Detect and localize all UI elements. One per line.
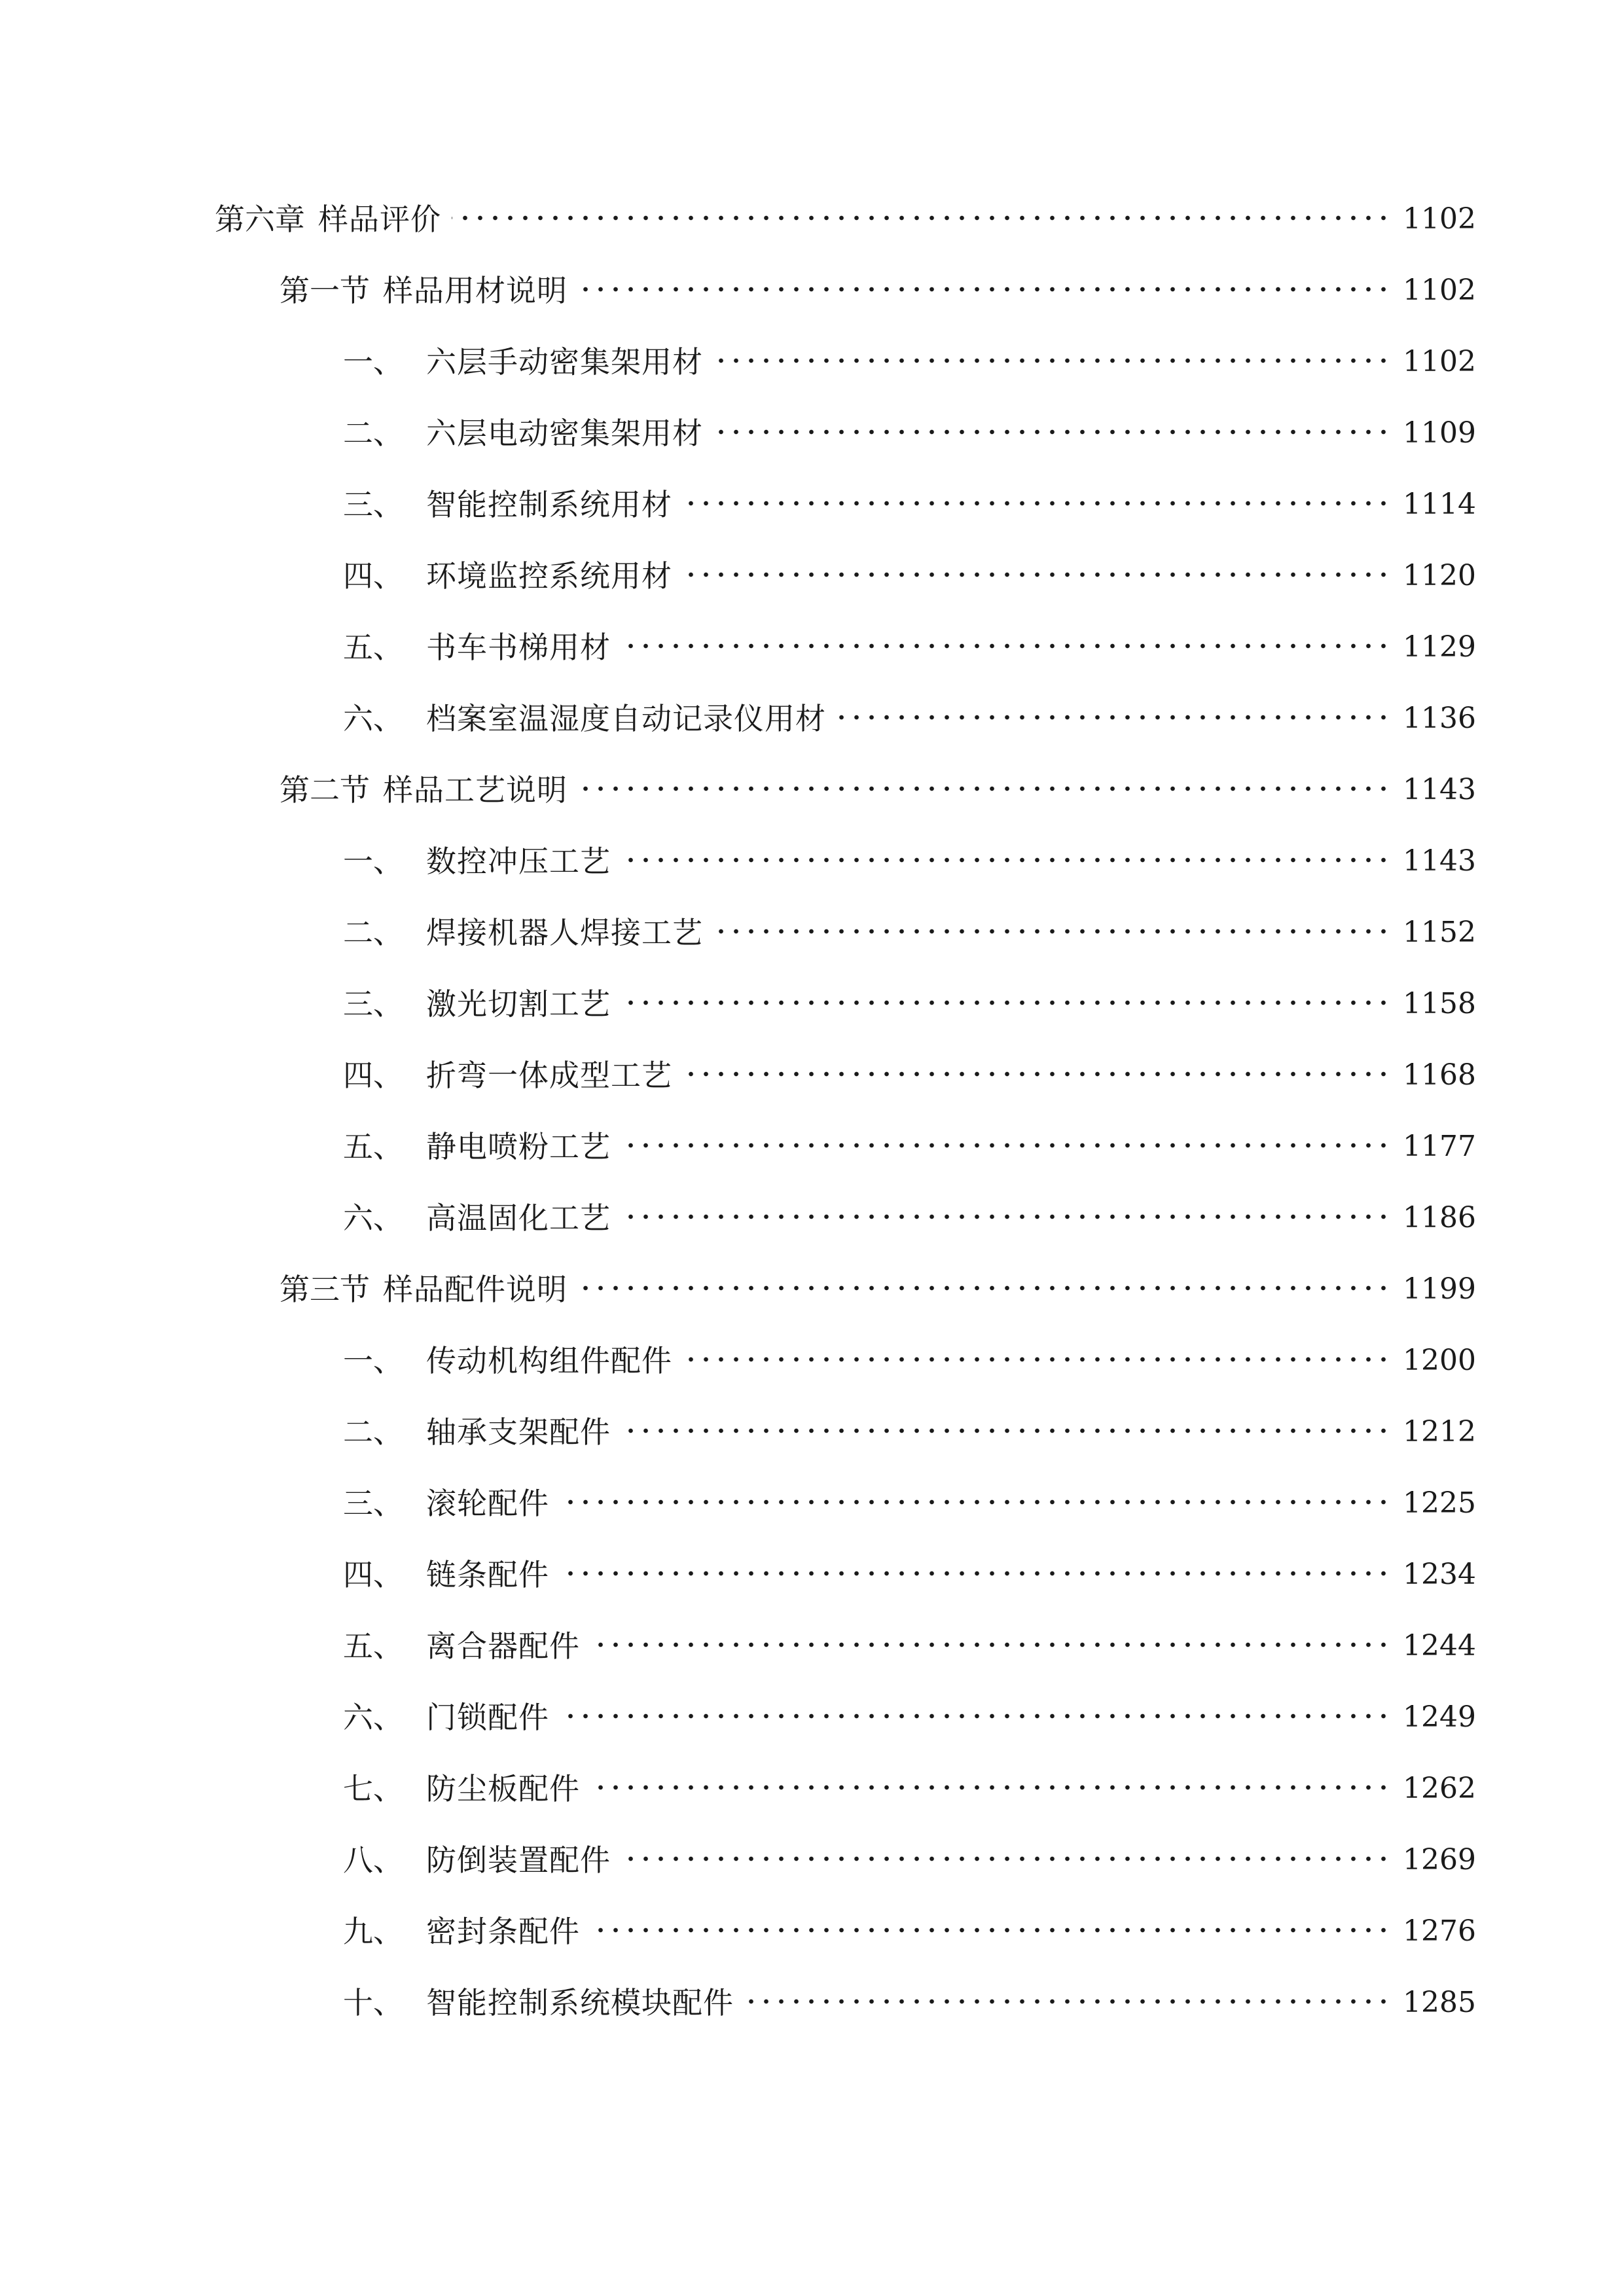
toc-entry-subsection[interactable] [343,906,1476,959]
toc-entry-page-number: 1102 [1403,345,1476,378]
toc-entry-number: 二、 [343,416,403,451]
toc-line [0,407,1624,459]
toc-entry-title: 防尘板配件 [426,1771,580,1806]
toc-dot-leader [590,1631,1391,1661]
toc-entry-page-number: 1269 [1403,1843,1476,1876]
toc-entry-section[interactable] [280,764,1476,816]
toc-entry-number: 六、 [343,1200,403,1236]
toc-line [0,336,1624,388]
toc-entry-number: 六、 [343,701,403,736]
toc-entry-subsection[interactable] [343,1905,1476,1958]
toc-entry-page-number: 1249 [1403,1700,1476,1734]
toc-entry-number: 第六章 [215,202,305,237]
toc-dot-leader [578,1274,1391,1304]
toc-entry-page-number: 1143 [1403,844,1476,878]
toc-line [0,1406,1624,1458]
toc-entry-subsection[interactable] [343,1335,1476,1387]
toc-entry-page-number: 1114 [1403,488,1476,521]
toc-entry-subsection[interactable] [343,621,1476,673]
toc-entry-page-number: 1244 [1403,1629,1476,1662]
toc-entry-subsection[interactable] [343,407,1476,459]
toc-dot-leader [683,1346,1391,1376]
toc-entry-page-number: 1276 [1403,1914,1476,1948]
toc-dot-leader [560,1488,1391,1518]
toc-dot-leader [621,989,1391,1019]
toc-dot-leader [713,418,1391,448]
toc-dot-leader [590,1916,1391,1946]
toc-dot-leader [560,1560,1391,1590]
toc-dot-leader [621,632,1391,662]
toc-entry-title: 高温固化工艺 [426,1200,611,1236]
toc-dot-leader [837,704,1391,734]
toc-entry-page-number: 1158 [1403,987,1476,1020]
toc-entry-subsection[interactable] [343,1620,1476,1672]
toc-entry-section[interactable] [280,1263,1476,1316]
toc-entry-subsection[interactable] [343,835,1476,888]
toc-entry-title: 书车书梯用材 [426,630,611,665]
toc-line [0,1335,1624,1387]
toc-line [0,835,1624,888]
toc-line [0,478,1624,531]
toc-entry-number: 一、 [343,844,403,879]
toc-entry-title: 档案室温湿度自动记录仪用材 [426,701,826,736]
toc-dot-leader [578,276,1391,306]
toc-line [0,1834,1624,1886]
toc-entry-title: 数控冲压工艺 [426,844,611,879]
toc-line [0,1549,1624,1601]
toc-entry-page-number: 1143 [1403,773,1476,806]
toc-entry-subsection[interactable] [343,1192,1476,1244]
toc-line [0,193,1624,245]
toc-line [0,621,1624,673]
toc-dot-leader [590,1774,1391,1804]
toc-entry-title: 离合器配件 [426,1628,580,1664]
toc-entry-subsection[interactable] [343,1691,1476,1744]
toc-entry-subsection[interactable] [343,978,1476,1030]
toc-entry-subsection[interactable] [343,1049,1476,1102]
toc-entry-subsection[interactable] [343,1977,1476,2029]
toc-entry-page-number: 1199 [1403,1272,1476,1306]
toc-entry-number: 三、 [343,986,403,1022]
toc-entry-subsection[interactable] [343,692,1476,745]
toc-entry-number: 第二节 [280,772,370,808]
toc-entry-page-number: 1102 [1403,274,1476,307]
toc-entry-number: 六、 [343,1700,403,1735]
toc-entry-page-number: 1225 [1403,1486,1476,1520]
toc-entry-number: 二、 [343,915,403,950]
toc-dot-leader [621,1417,1391,1447]
toc-entry-title: 焊接机器人焊接工艺 [426,915,703,950]
toc-entry-page-number: 1186 [1403,1201,1476,1234]
toc-entry-title: 环境监控系统用材 [426,558,672,594]
toc-line [0,1905,1624,1958]
toc-entry-number: 十、 [343,1985,403,2020]
toc-entry-title: 六层电动密集架用材 [426,416,703,451]
toc-entry-title: 六层手动密集架用材 [426,344,703,380]
toc-entry-subsection[interactable] [343,1477,1476,1530]
toc-entry-subsection[interactable] [343,1121,1476,1173]
toc-line [0,1263,1624,1316]
toc-entry-title: 门锁配件 [426,1700,549,1735]
toc-entry-number: 九、 [343,1914,403,1949]
toc-entry-subsection[interactable] [343,550,1476,602]
toc-entry-number: 五、 [343,1628,403,1664]
toc-entry-page-number: 1285 [1403,1986,1476,2019]
toc-line [0,978,1624,1030]
toc-entry-number: 五、 [343,630,403,665]
toc-dot-leader [683,1060,1391,1090]
toc-entry-title: 智能控制系统模块配件 [426,1985,734,2020]
toc-entry-page-number: 1234 [1403,1558,1476,1591]
toc-line [0,1763,1624,1815]
toc-dot-leader [744,1988,1391,2018]
toc-entry-section[interactable] [280,264,1476,317]
toc-dot-leader [560,1702,1391,1732]
toc-line [0,1620,1624,1672]
toc-entry-subsection[interactable] [343,1834,1476,1886]
toc-entry-page-number: 1136 [1403,702,1476,735]
toc-entry-title: 激光切割工艺 [426,986,611,1022]
toc-entry-number: 二、 [343,1414,403,1450]
toc-entry-subsection[interactable] [343,478,1476,531]
toc-line [0,264,1624,317]
toc-entry-title: 密封条配件 [426,1914,580,1949]
toc-line [0,1977,1624,2029]
toc-entry-page-number: 1168 [1403,1058,1476,1092]
toc-entry-page-number: 1129 [1403,630,1476,664]
toc-entry-number: 五、 [343,1129,403,1164]
toc-entry-subsection[interactable] [343,1406,1476,1458]
toc-entry-page-number: 1212 [1403,1415,1476,1448]
toc-entry-number: 一、 [343,1343,403,1378]
toc-entry-subsection[interactable] [343,1549,1476,1601]
toc-entry-title: 轴承支架配件 [426,1414,611,1450]
toc-entry-subsection[interactable] [343,336,1476,388]
toc-entry-chapter[interactable] [215,193,1476,245]
toc-entry-number: 四、 [343,1557,403,1592]
toc-dot-leader [713,918,1391,948]
toc-entry-title: 传动机构组件配件 [426,1343,672,1378]
toc-entry-number: 三、 [343,487,403,522]
toc-dot-leader [621,1845,1391,1875]
toc-entry-number: 八、 [343,1842,403,1878]
toc-dot-leader [683,490,1391,520]
toc-entry-title: 样品工艺说明 [383,772,568,808]
toc-line [0,550,1624,602]
toc-dot-leader [621,846,1391,876]
toc-entry-title: 样品用材说明 [383,273,568,308]
toc-entry-page-number: 1152 [1403,916,1476,949]
toc-line [0,764,1624,816]
toc-line [0,1477,1624,1530]
toc-line [0,906,1624,959]
toc-entry-page-number: 1102 [1403,202,1476,236]
toc-entry-title: 链条配件 [426,1557,549,1592]
toc-entry-title: 滚轮配件 [426,1486,549,1521]
toc-entry-page-number: 1177 [1403,1130,1476,1163]
toc-entry-title: 智能控制系统用材 [426,487,672,522]
toc-entry-number: 第一节 [280,273,370,308]
toc-entry-number: 第三节 [280,1272,370,1307]
toc-entry-page-number: 1120 [1403,559,1476,592]
toc-entry-title: 样品配件说明 [383,1272,568,1307]
toc-line [0,692,1624,745]
toc-dot-leader [452,204,1391,234]
toc-entry-page-number: 1200 [1403,1344,1476,1377]
toc-dot-leader [621,1203,1391,1233]
toc-entry-page-number: 1109 [1403,416,1476,450]
toc-entry-number: 三、 [343,1486,403,1521]
toc-line [0,1192,1624,1244]
toc-entry-title: 折弯一体成型工艺 [426,1058,672,1093]
toc-dot-leader [683,561,1391,591]
toc-entry-title: 防倒装置配件 [426,1842,611,1878]
toc-entry-number: 四、 [343,1058,403,1093]
toc-line [0,1049,1624,1102]
toc-entry-title: 静电喷粉工艺 [426,1129,611,1164]
toc-entry-page-number: 1262 [1403,1772,1476,1805]
toc-entry-number: 四、 [343,558,403,594]
toc-line [0,1691,1624,1744]
toc-dot-leader [713,347,1391,377]
toc-entry-title: 样品评价 [318,202,441,237]
toc-entry-number: 一、 [343,344,403,380]
toc-entry-number: 七、 [343,1771,403,1806]
toc-dot-leader [578,775,1391,805]
toc-entry-subsection[interactable] [343,1763,1476,1815]
toc-dot-leader [621,1132,1391,1162]
toc-line [0,1121,1624,1173]
